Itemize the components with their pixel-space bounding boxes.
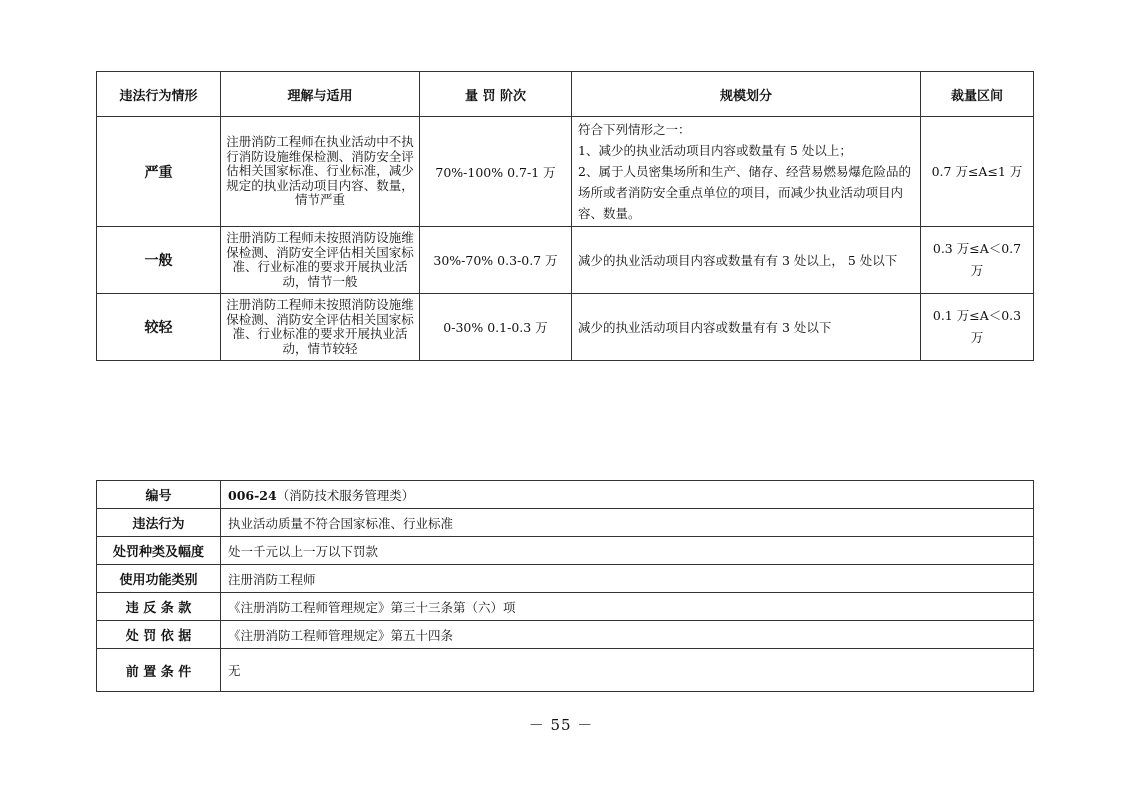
understanding-cell: 注册消防工程师未按照消防设施维保检测、消防安全评估相关国家标准、行业标准的要求开展执业活动，情节一般	[221, 227, 420, 294]
number-label: 编号	[97, 481, 221, 509]
scale-cell: 减少的执业活动项目内容或数量有有 3 处以上， 5 处以下	[572, 227, 921, 294]
info-row-function	[97, 565, 1034, 593]
table-row	[97, 227, 1034, 294]
table-row	[97, 117, 1034, 227]
scale-cell: 符合下列情形之一： 1、减少的执业活动项目内容或数量有 5 处以上； 2、属于人员密集场所和生产、储存、经营易燃易爆危险品的场所或者消防安全重点单位的项目，而减少执业活动项目内容、数量。	[572, 117, 921, 227]
info-row-penalty-type	[97, 537, 1034, 565]
info-row-violation	[97, 509, 1034, 537]
info-row-number	[97, 481, 1034, 509]
info-row-precondition	[97, 649, 1034, 692]
info-row-clause	[97, 593, 1034, 621]
basis-label: 处 罚 依 据	[97, 621, 221, 649]
understanding-cell: 注册消防工程师未按照消防设施维保检测、消防安全评估相关国家标准、行业标准的要求开展执业活动，情节较轻	[221, 294, 420, 361]
penalty-level-cell: 30%-70% 0.3-0.7 万	[420, 227, 572, 294]
penalty-type-label: 处罚种类及幅度	[97, 537, 221, 565]
penalty-discretion-table	[96, 71, 1034, 361]
precondition-label: 前 置 条 件	[97, 649, 221, 692]
penalty-type-value: 处一千元以上一万以下罚款	[221, 537, 1034, 565]
page-number: － 55 －	[528, 716, 594, 734]
clause-value: 《注册消防工程师管理规定》第三十三条第（六）项	[221, 593, 1034, 621]
header-range: 裁量区间	[921, 72, 1034, 117]
violation-label: 违法行为	[97, 509, 221, 537]
header-understanding: 理解与适用	[221, 72, 420, 117]
range-cell: 0.7 万≤A≤1 万	[921, 117, 1034, 227]
header-row	[97, 72, 1034, 117]
basis-value: 《注册消防工程师管理规定》第五十四条	[221, 621, 1034, 649]
header-severity: 违法行为情形	[97, 72, 221, 117]
clause-label: 违 反 条 款	[97, 593, 221, 621]
severity-cell: 一般	[97, 227, 221, 294]
precondition-value: 无	[221, 649, 1034, 692]
number-value	[221, 481, 1034, 509]
range-cell: 0.3 万≤A＜0.7 万	[921, 227, 1034, 294]
penalty-level-cell: 70%-100% 0.7-1 万	[420, 117, 572, 227]
header-scale: 规模划分	[572, 72, 921, 117]
number-code: 006-24	[228, 487, 277, 503]
info-row-basis	[97, 621, 1034, 649]
violation-info-table	[96, 480, 1034, 692]
function-label: 使用功能类别	[97, 565, 221, 593]
table-row	[97, 294, 1034, 361]
header-penalty-level: 量 罚 阶次	[420, 72, 572, 117]
function-value: 注册消防工程师	[221, 565, 1034, 593]
number-category: （消防技术服务管理类）	[276, 487, 415, 503]
severity-cell: 较轻	[97, 294, 221, 361]
severity-cell: 严重	[97, 117, 221, 227]
penalty-level-cell: 0-30% 0.1-0.3 万	[420, 294, 572, 361]
understanding-cell: 注册消防工程师在执业活动中不执行消防设施维保检测、消防安全评估相关国家标准、行业标准，减少规定的执业活动项目内容、数量，情节严重	[221, 117, 420, 227]
scale-cell: 减少的执业活动项目内容或数量有有 3 处以下	[572, 294, 921, 361]
violation-value: 执业活动质量不符合国家标准、行业标准	[221, 509, 1034, 537]
range-cell: 0.1 万≤A＜0.3 万	[921, 294, 1034, 361]
